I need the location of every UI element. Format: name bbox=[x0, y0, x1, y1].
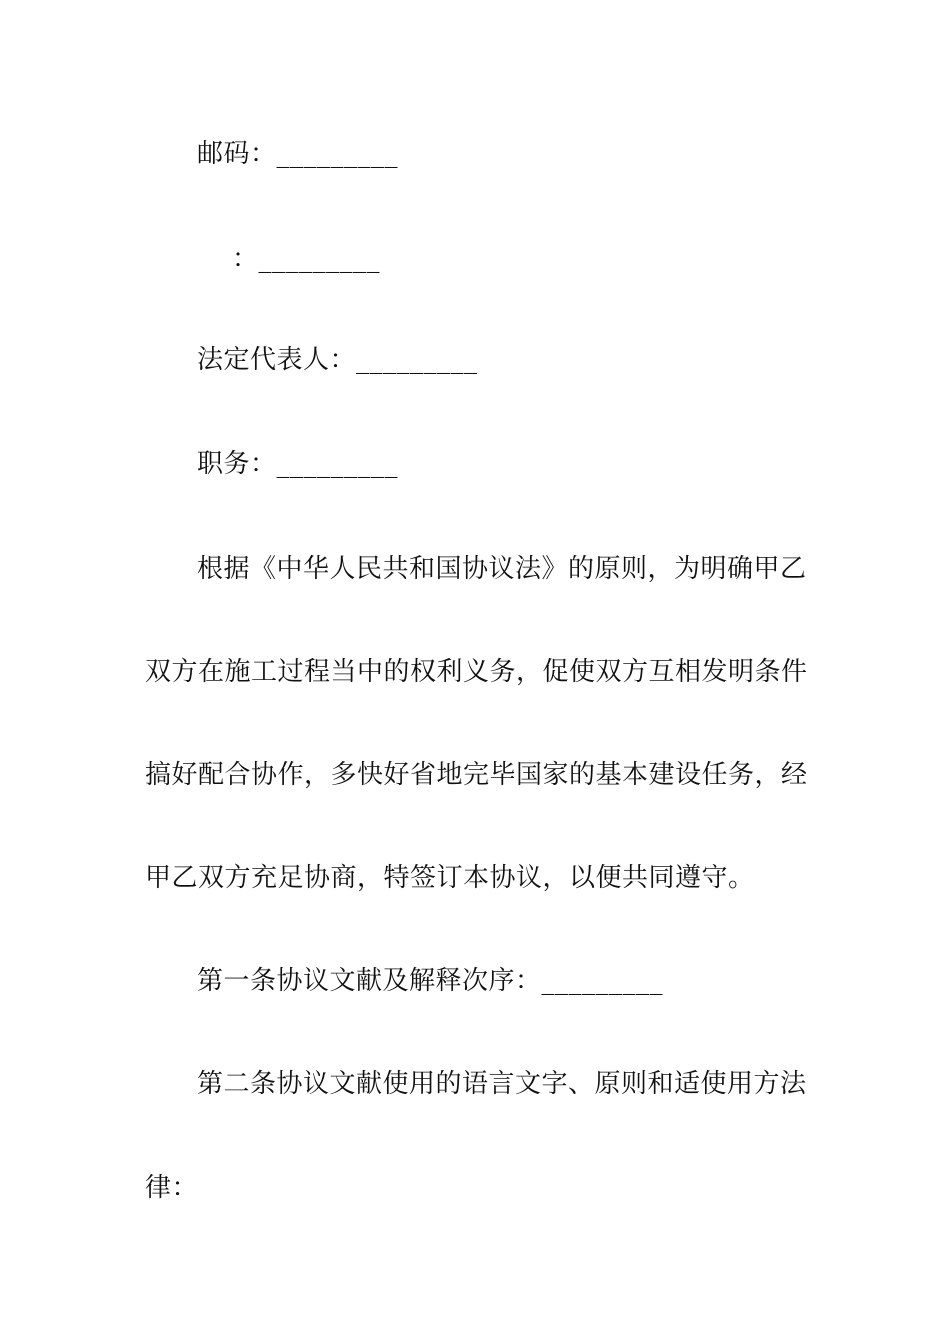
preamble-line: 搞好配合协作，多快好省地完毕国家的基本建设任务，经 bbox=[145, 760, 808, 790]
article-1-label: 第一条协议文献及解释次序： bbox=[197, 966, 542, 996]
position-label: 职务： bbox=[197, 449, 277, 479]
preamble-line: 双方在施工过程当中的权利义务，促使双方互相发明条件 bbox=[145, 657, 808, 687]
preamble-line: 根据《中华人民共和国协议法》的原则，为明确甲乙 bbox=[197, 554, 807, 584]
postcode-label: 邮码： bbox=[197, 139, 277, 169]
legal-rep-field bbox=[197, 344, 478, 376]
postcode-blank: _________ bbox=[276, 139, 399, 169]
legal-rep-label: 法定代表人： bbox=[197, 345, 357, 375]
article-1 bbox=[197, 965, 663, 997]
article-2-line: 律： bbox=[145, 1173, 199, 1203]
unlabeled-field-label: ： bbox=[232, 244, 259, 274]
postcode-field bbox=[197, 138, 398, 170]
unlabeled-field-blank: _________ bbox=[258, 244, 381, 274]
position-blank: _________ bbox=[276, 449, 399, 479]
preamble-line: 甲乙双方充足协商，特签订本协议，以便共同遵守。 bbox=[145, 863, 755, 893]
article-1-blank: _________ bbox=[541, 966, 664, 996]
unlabeled-field bbox=[232, 243, 380, 275]
legal-rep-blank: _________ bbox=[356, 345, 478, 375]
position-field bbox=[197, 448, 398, 480]
article-2-line: 第二条协议文献使用的语言文字、原则和适使用方法 bbox=[197, 1069, 807, 1099]
